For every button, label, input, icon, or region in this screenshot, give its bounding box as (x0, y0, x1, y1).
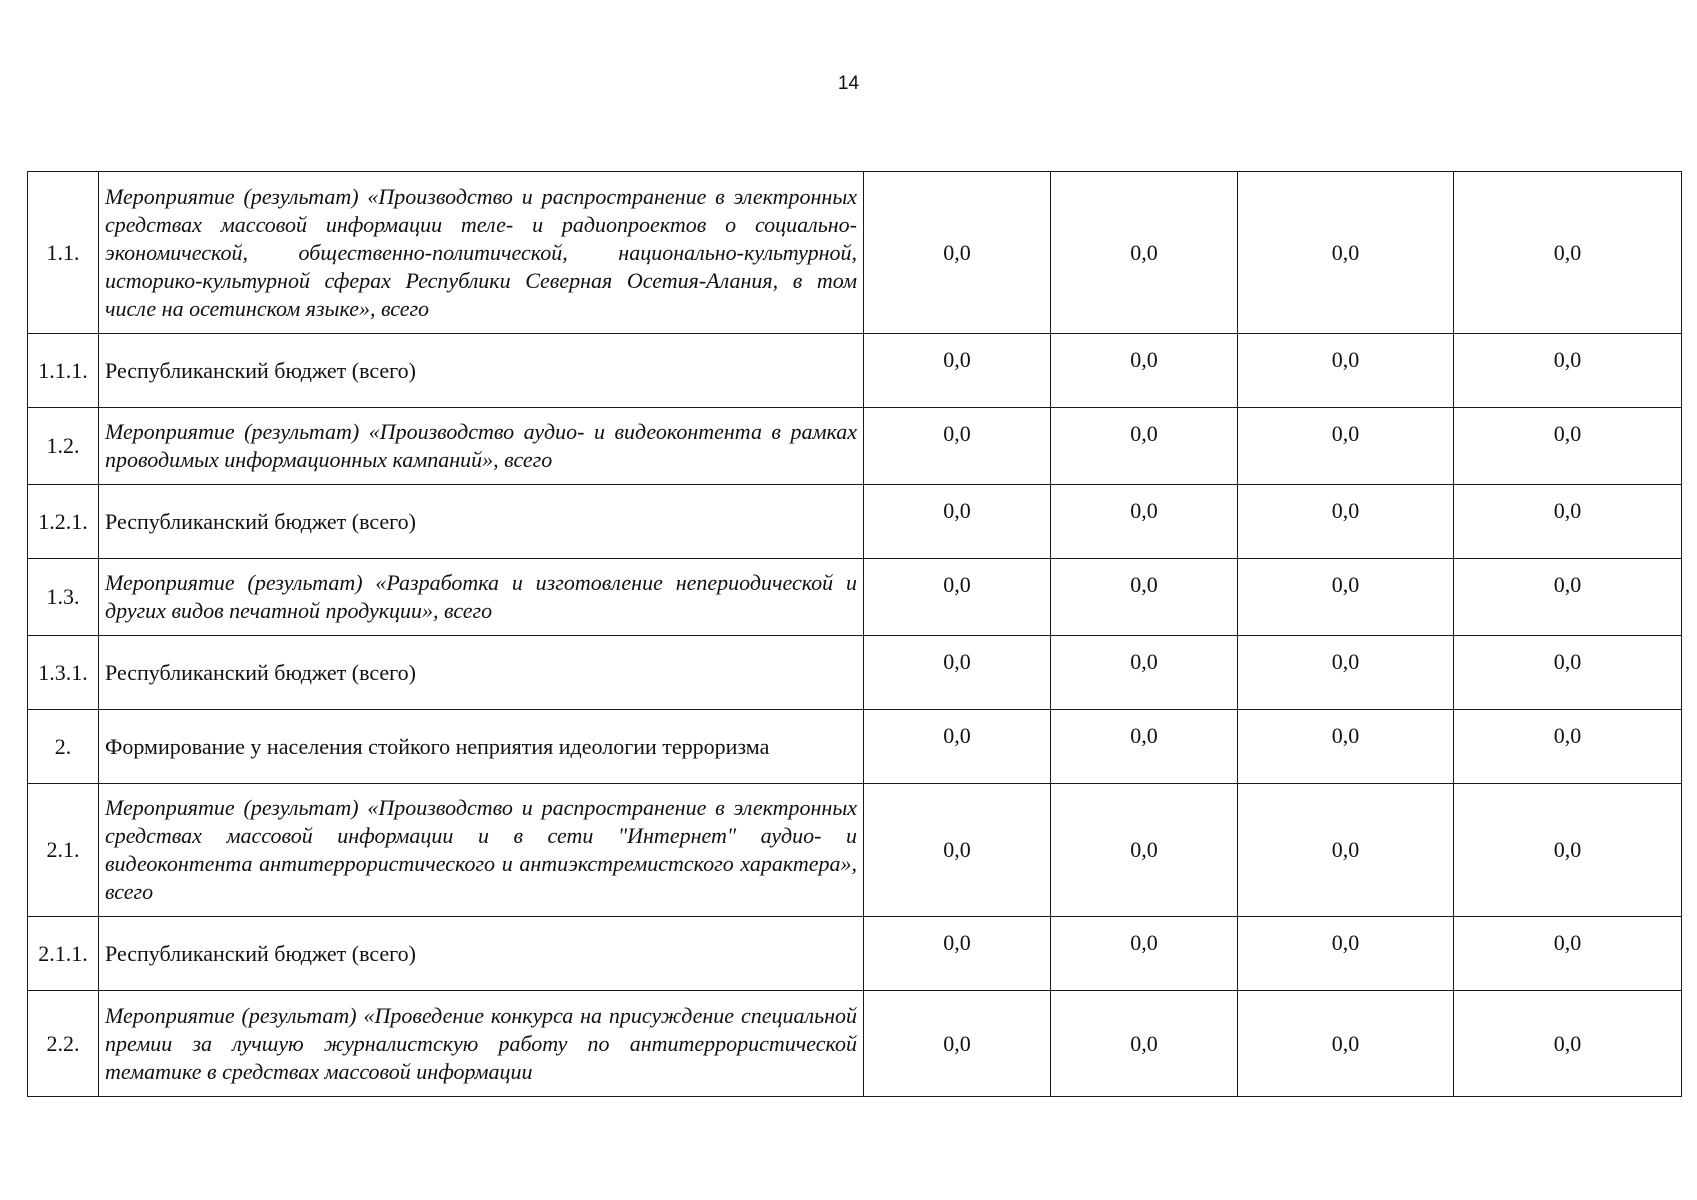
value-cell (1051, 485, 1238, 559)
row-description: Республиканский бюджет (всего) (99, 485, 864, 559)
value-cell (1051, 334, 1238, 408)
value-text: 0,0 (1553, 723, 1582, 748)
value-text: 0,0 (1331, 649, 1360, 674)
value-text: 0,0 (1130, 930, 1158, 955)
value-cell (1454, 172, 1682, 334)
table-row (28, 408, 1682, 485)
value-cell (864, 485, 1051, 559)
row-number: 1.2.1. (28, 485, 99, 559)
value-text: 0,0 (943, 930, 971, 955)
table-row (28, 172, 1682, 334)
table-row (28, 784, 1682, 917)
value-text: 0,0 (943, 239, 971, 265)
row-number: 1.1.1. (28, 334, 99, 408)
value-text: 0,0 (1130, 421, 1158, 446)
row-description: Мероприятие (результат) «Проведение конкурса на присуждение специальной премии за лучшую журналистскую работу по антитеррористической тематике в средствах массовой информации (99, 991, 864, 1097)
value-cell (864, 917, 1051, 991)
value-cell (864, 172, 1051, 334)
value-text: 0,0 (1553, 930, 1582, 955)
value-cell (1454, 559, 1682, 636)
row-number: 1.2. (28, 408, 99, 485)
value-text: 0,0 (1130, 498, 1158, 523)
value-cell (1454, 991, 1682, 1097)
value-cell (1454, 784, 1682, 917)
value-text: 0,0 (1553, 421, 1582, 446)
value-text: 0,0 (1331, 572, 1360, 597)
row-description: Республиканский бюджет (всего) (99, 636, 864, 710)
value-text: 0,0 (943, 572, 971, 597)
value-cell (1051, 991, 1238, 1097)
value-text: 0,0 (1130, 837, 1158, 862)
value-text: 0,0 (943, 837, 971, 862)
value-cell (1238, 172, 1454, 334)
value-cell (1238, 485, 1454, 559)
value-text: 0,0 (1553, 572, 1582, 597)
value-cell (864, 334, 1051, 408)
value-cell (1238, 917, 1454, 991)
value-text: 0,0 (1130, 572, 1158, 597)
row-description: Мероприятие (результат) «Производство и распространение в электронных средствах массовой информации и в сети "Интернет" аудио- и видеоконтента антитеррористического и антиэкстремистского характера», всего (99, 784, 864, 917)
value-cell (1238, 334, 1454, 408)
value-cell (1051, 784, 1238, 917)
value-text: 0,0 (1553, 1030, 1582, 1056)
value-text: 0,0 (1130, 1030, 1158, 1056)
row-number: 2.2. (28, 991, 99, 1097)
value-cell (1454, 710, 1682, 784)
value-text: 0,0 (943, 649, 971, 674)
value-text: 0,0 (1553, 649, 1582, 674)
value-cell (1051, 917, 1238, 991)
value-cell (1051, 408, 1238, 485)
value-text: 0,0 (1331, 421, 1360, 446)
table-row (28, 917, 1682, 991)
value-text: 0,0 (1331, 498, 1360, 523)
value-cell (1454, 485, 1682, 559)
value-text: 0,0 (1331, 930, 1360, 955)
value-text: 0,0 (1331, 347, 1360, 372)
table-row (28, 710, 1682, 784)
value-cell (1238, 991, 1454, 1097)
value-cell (864, 710, 1051, 784)
value-cell (1238, 784, 1454, 917)
value-text: 0,0 (1331, 239, 1360, 265)
value-text: 0,0 (943, 498, 971, 523)
value-cell (1051, 559, 1238, 636)
value-text: 0,0 (1553, 347, 1582, 372)
value-text: 0,0 (943, 421, 971, 446)
value-cell (1051, 710, 1238, 784)
value-cell (1238, 636, 1454, 710)
row-number: 2.1. (28, 784, 99, 917)
row-number: 1.3.1. (28, 636, 99, 710)
row-description: Республиканский бюджет (всего) (99, 334, 864, 408)
row-number: 2.1.1. (28, 917, 99, 991)
value-text: 0,0 (1553, 239, 1582, 265)
value-cell (1051, 172, 1238, 334)
value-cell (864, 408, 1051, 485)
value-cell (1238, 408, 1454, 485)
table-row (28, 485, 1682, 559)
value-text: 0,0 (1553, 498, 1582, 523)
row-description: Республиканский бюджет (всего) (99, 917, 864, 991)
value-cell (1454, 334, 1682, 408)
value-text: 0,0 (943, 1030, 971, 1056)
value-text: 0,0 (943, 347, 971, 372)
row-description: Мероприятие (результат) «Производство и распространение в электронных средствах массовой информации теле- и радиопроектов о социально-экономической, общественно-политической, национально-культурной, историко-культурной сферах Республики Северная Осетия-Алания, в том числе на осетинском языке», всего (99, 172, 864, 334)
value-cell (1238, 559, 1454, 636)
row-number: 1.3. (28, 559, 99, 636)
value-cell (1454, 408, 1682, 485)
value-text: 0,0 (1331, 723, 1360, 748)
value-cell (1238, 710, 1454, 784)
value-text: 0,0 (1553, 837, 1582, 862)
value-text: 0,0 (943, 723, 971, 748)
value-cell (864, 559, 1051, 636)
table-row (28, 334, 1682, 408)
value-text: 0,0 (1130, 649, 1158, 674)
value-cell (1454, 917, 1682, 991)
row-description: Мероприятие (результат) «Производство аудио- и видеоконтента в рамках проводимых информационных кампаний», всего (99, 408, 864, 485)
value-cell (864, 991, 1051, 1097)
value-cell (864, 636, 1051, 710)
value-text: 0,0 (1130, 239, 1158, 265)
value-text: 0,0 (1331, 837, 1360, 862)
page-number: 14 (837, 73, 860, 94)
value-cell (1051, 636, 1238, 710)
value-text: 0,0 (1130, 347, 1158, 372)
value-cell (1454, 636, 1682, 710)
table-row (28, 636, 1682, 710)
row-description: Мероприятие (результат) «Разработка и изготовление непериодической и других видов печатной продукции», всего (99, 559, 864, 636)
value-text: 0,0 (1130, 723, 1158, 748)
value-cell (864, 784, 1051, 917)
table-row (28, 991, 1682, 1097)
budget-table (27, 171, 1682, 1097)
table-row (28, 559, 1682, 636)
row-number: 2. (28, 710, 99, 784)
row-description: Формирование у населения стойкого неприятия идеологии терроризма (99, 710, 864, 784)
row-number: 1.1. (28, 172, 99, 334)
value-text: 0,0 (1331, 1030, 1360, 1056)
